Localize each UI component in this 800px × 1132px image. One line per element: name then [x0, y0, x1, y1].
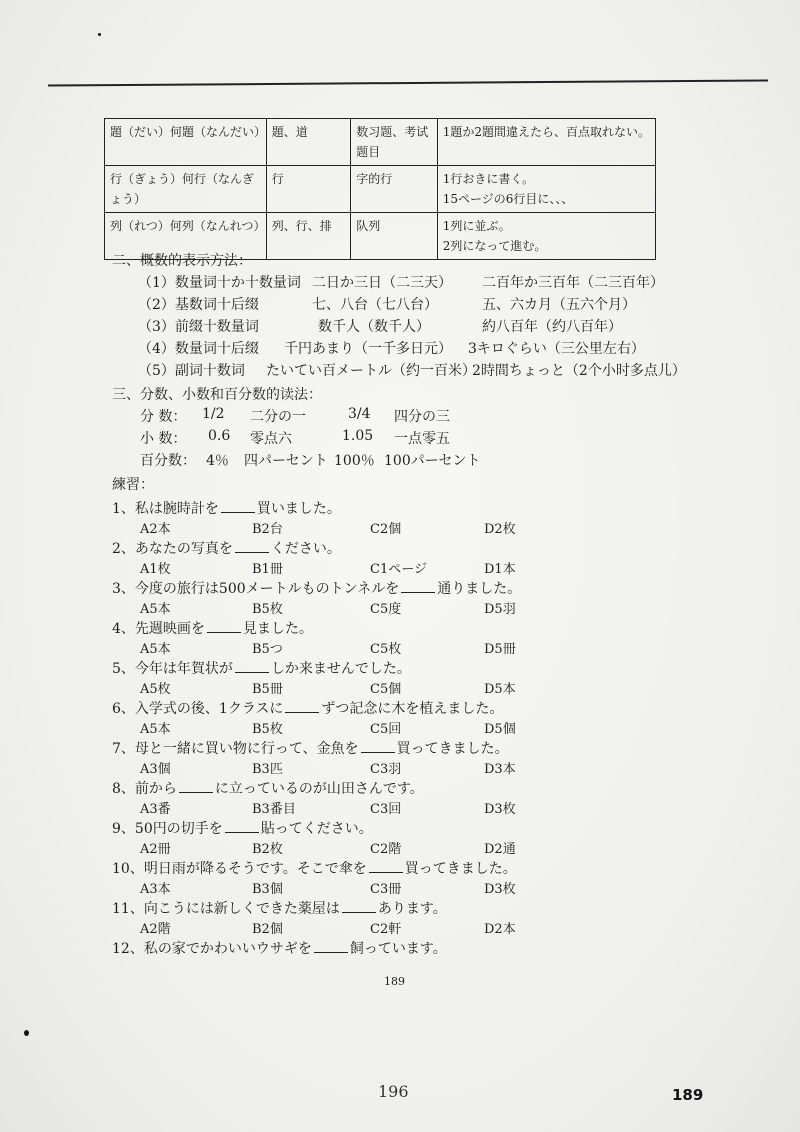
- table-cell: 数习题、考试题目: [351, 119, 438, 166]
- page-number-bold: 189: [672, 1086, 704, 1104]
- question-text: [112, 698, 503, 718]
- answer-option[interactable]: C2階: [370, 842, 402, 857]
- question-text: [112, 578, 521, 598]
- numeral-value: 3/4: [348, 406, 371, 422]
- question-stem: 前から: [134, 781, 177, 797]
- question-tail: あります。: [377, 901, 447, 917]
- answer-blank[interactable]: [235, 540, 269, 553]
- question-tail: 通りました。: [437, 581, 522, 597]
- table-cell: 队列: [351, 213, 438, 260]
- question-tail: ずつ記念に木を植えました。: [321, 701, 504, 717]
- question-number: 8、: [112, 781, 135, 797]
- answer-option[interactable]: A3番: [140, 802, 171, 817]
- approx-row-ex1: 千円あまり（一千多日元）: [284, 341, 452, 357]
- answer-option[interactable]: D3本: [484, 762, 516, 777]
- approx-row-ex1: 七、八台（七八台）: [312, 297, 438, 313]
- question-number: 6、: [112, 701, 135, 717]
- approx-row-ex2: 2時間ちょっと（2个小时多点儿）: [472, 363, 686, 379]
- answer-blank[interactable]: [285, 700, 319, 713]
- table-cell: 行（ぎょう）何行（なんぎょう）: [105, 166, 267, 213]
- question-text: [112, 738, 509, 758]
- numeral-reading: 零点六: [250, 431, 292, 447]
- answer-option[interactable]: C3冊: [370, 882, 402, 897]
- approx-row-label: （2）基数词十后缀: [138, 297, 259, 313]
- question-number: 2、: [112, 541, 135, 557]
- approx-row-label: （5）副词十数词: [138, 363, 245, 379]
- answer-blank[interactable]: [221, 500, 255, 513]
- answer-option[interactable]: B3個: [252, 882, 283, 897]
- question-tail: 貼ってください。: [260, 821, 373, 837]
- question-number: 12、: [112, 941, 144, 957]
- answer-option[interactable]: A5枚: [140, 682, 171, 697]
- question-tail: しか来ませんでした。: [270, 661, 411, 677]
- question-stem: 母と一緒に買い物に行って、金魚を: [134, 741, 359, 757]
- answer-option[interactable]: B2台: [252, 522, 283, 537]
- numeral-reading: 四分の三: [394, 409, 450, 425]
- answer-option[interactable]: A3本: [140, 882, 171, 897]
- table-cell: [437, 213, 655, 260]
- question-stem: あなたの写真を: [134, 541, 233, 557]
- answer-blank[interactable]: [235, 660, 269, 673]
- table-cell: 列、行、排: [266, 213, 351, 260]
- answer-option[interactable]: D2枚: [484, 522, 516, 537]
- numeral-value: 4％: [206, 453, 229, 469]
- question-stem: 私の家でかわいいウサギを: [143, 941, 312, 957]
- question-stem: 明日雨が降るそうです。そこで傘を: [143, 861, 367, 877]
- approx-row-label: （4）数量词十后缀: [138, 341, 259, 357]
- answer-blank[interactable]: [225, 820, 259, 833]
- answer-option[interactable]: D3枚: [484, 802, 516, 817]
- numeral-value: 1/2: [202, 406, 225, 422]
- question-tail: 買ってきました。: [396, 741, 509, 757]
- answer-option[interactable]: A2本: [140, 522, 171, 537]
- scan-speck: [24, 1030, 29, 1036]
- question-number: 4、: [112, 621, 135, 637]
- answer-option[interactable]: C3羽: [370, 762, 402, 777]
- question-stem: 入学式の後、1クラスに: [134, 701, 284, 717]
- practice-title: 練習：: [112, 477, 154, 493]
- question-text: [112, 938, 447, 958]
- answer-option[interactable]: C5回: [370, 722, 402, 737]
- answer-option[interactable]: C1ページ: [370, 562, 427, 577]
- question-number: 9、: [112, 821, 135, 837]
- question-number: 11、: [112, 901, 144, 917]
- approx-row-ex2: 約八百年（约八百年）: [482, 319, 622, 335]
- numeral-label: 百分数：: [140, 453, 196, 469]
- answer-option[interactable]: B5枚: [252, 722, 283, 737]
- numeral-value: 100％: [334, 453, 375, 469]
- question-tail: 飼っています。: [349, 941, 447, 957]
- question-text: [112, 618, 313, 638]
- question-stem: 今年は年賀状が: [134, 661, 233, 677]
- question-text: [112, 498, 341, 518]
- approx-row-ex1: 二日か三日（二三天）: [312, 275, 452, 291]
- approx-row-ex2: 二百年か三百年（二三百年）: [482, 275, 664, 291]
- question-text: [112, 658, 411, 678]
- cell-line: 1題か2題間違えたら、百点取れない。: [442, 125, 650, 139]
- numeral-reading: 四パーセント: [244, 453, 328, 469]
- numeral-reading: 二分の一: [250, 409, 306, 425]
- table-cell: 字的行: [351, 166, 438, 213]
- cell-line: 2列になって進む。: [442, 239, 547, 253]
- question-tail: ください。: [270, 541, 341, 557]
- answer-option[interactable]: B3匹: [252, 762, 283, 777]
- answer-option[interactable]: C2軒: [370, 922, 402, 937]
- approx-row-ex2: 3キロぐらい（三公里左右）: [468, 341, 645, 357]
- answer-option[interactable]: A5本: [140, 642, 171, 657]
- answer-option[interactable]: A3個: [140, 762, 171, 777]
- approx-row-ex2: 五、六カ月（五六个月）: [482, 297, 636, 313]
- table-cell: [437, 119, 655, 166]
- cell-line: 15ページの6行目に、、、: [442, 192, 574, 206]
- answer-option[interactable]: C5度: [370, 602, 402, 617]
- vocab-table: [104, 118, 656, 260]
- approx-row-label: （3）前缀十数量词: [138, 319, 259, 335]
- question-tail: 見ました。: [242, 621, 313, 637]
- answer-option[interactable]: B1冊: [252, 562, 283, 577]
- question-tail: に立っているのが山田さんです。: [214, 781, 424, 797]
- table-cell: 行: [266, 166, 351, 213]
- answer-blank[interactable]: [179, 780, 213, 793]
- answer-option[interactable]: A2階: [140, 922, 171, 937]
- scan-speck: [98, 33, 101, 36]
- answer-blank[interactable]: [342, 900, 376, 913]
- answer-blank[interactable]: [401, 580, 435, 593]
- answer-option[interactable]: A5本: [140, 722, 171, 737]
- question-tail: 買ってきました。: [404, 861, 517, 877]
- approx-row-label: （1）数量词十か十数量词: [138, 275, 301, 291]
- answer-blank[interactable]: [207, 620, 241, 633]
- question-text: [112, 898, 447, 918]
- answer-option[interactable]: C5個: [370, 682, 402, 697]
- table-row: [105, 166, 656, 213]
- question-text: [112, 858, 517, 878]
- answer-option[interactable]: D5本: [484, 682, 516, 697]
- answer-option[interactable]: D5個: [484, 722, 516, 737]
- table-cell: 列（れつ）何列（なんれつ）: [105, 213, 267, 260]
- section3-title: 三、分数、小数和百分数的读法：: [112, 387, 322, 403]
- question-number: 3、: [112, 581, 135, 597]
- answer-option[interactable]: D3枚: [484, 882, 516, 897]
- question-text: [112, 818, 373, 838]
- question-stem: 先週映画を: [134, 621, 205, 637]
- approx-row-ex1: たいてい百メートル（约一百米）: [266, 363, 476, 379]
- top-rule: [48, 79, 768, 86]
- answer-option[interactable]: C5枚: [370, 642, 402, 657]
- answer-option[interactable]: A1枚: [140, 562, 171, 577]
- question-stem: 50円の切手を: [134, 821, 223, 837]
- cell-line: 1列に並ぶ。: [442, 219, 511, 233]
- table-cell: 題（だい）何題（なんだい）: [105, 119, 267, 166]
- answer-option[interactable]: B5枚: [252, 602, 283, 617]
- page-number-inner: 189: [384, 975, 405, 988]
- answer-option[interactable]: B2個: [252, 922, 283, 937]
- answer-option[interactable]: D2本: [484, 922, 516, 937]
- answer-option[interactable]: C2個: [370, 522, 402, 537]
- numeral-reading: 100パーセント: [384, 453, 481, 469]
- question-stem: 私は腕時計を: [134, 501, 219, 517]
- table-cell: [437, 166, 655, 213]
- numeral-label: 小 数：: [140, 431, 187, 447]
- numeral-label: 分 数：: [140, 409, 187, 425]
- numeral-value: 1.05: [342, 428, 374, 444]
- question-number: 7、: [112, 741, 135, 757]
- answer-blank[interactable]: [361, 740, 395, 753]
- section2-title: 二、概数的表示方法：: [112, 253, 252, 269]
- answer-option[interactable]: B5つ: [252, 642, 283, 657]
- answer-option[interactable]: D1本: [484, 562, 516, 577]
- question-text: [112, 778, 424, 798]
- table-cell: 題、道: [266, 119, 351, 166]
- answer-option[interactable]: A5本: [140, 602, 171, 617]
- answer-blank[interactable]: [369, 860, 403, 873]
- page-number-bottom: 196: [378, 1082, 409, 1101]
- answer-option[interactable]: D2通: [484, 842, 516, 857]
- question-stem: 今度の旅行は500メートルものトンネルを: [134, 581, 400, 597]
- answer-option[interactable]: A2冊: [140, 842, 171, 857]
- table-row: [105, 119, 656, 166]
- question-tail: 買いました。: [256, 501, 341, 517]
- question-number: 10、: [112, 861, 144, 877]
- answer-option[interactable]: B5冊: [252, 682, 283, 697]
- answer-option[interactable]: B2枚: [252, 842, 283, 857]
- numeral-reading: 一点零五: [394, 431, 450, 447]
- cell-line: 1行おきに書く。: [442, 172, 535, 186]
- question-text: [112, 538, 341, 558]
- question-stem: 向こうには新しくできた薬屋は: [143, 901, 340, 917]
- answer-option[interactable]: B3番目: [252, 802, 296, 817]
- numeral-value: 0.6: [208, 428, 231, 444]
- approx-row-ex1: 数千人（数千人）: [318, 319, 430, 335]
- answer-blank[interactable]: [314, 940, 348, 953]
- answer-option[interactable]: D5冊: [484, 642, 516, 657]
- question-number: 1、: [112, 501, 135, 517]
- answer-option[interactable]: D5羽: [484, 602, 516, 617]
- question-number: 5、: [112, 661, 135, 677]
- answer-option[interactable]: C3回: [370, 802, 402, 817]
